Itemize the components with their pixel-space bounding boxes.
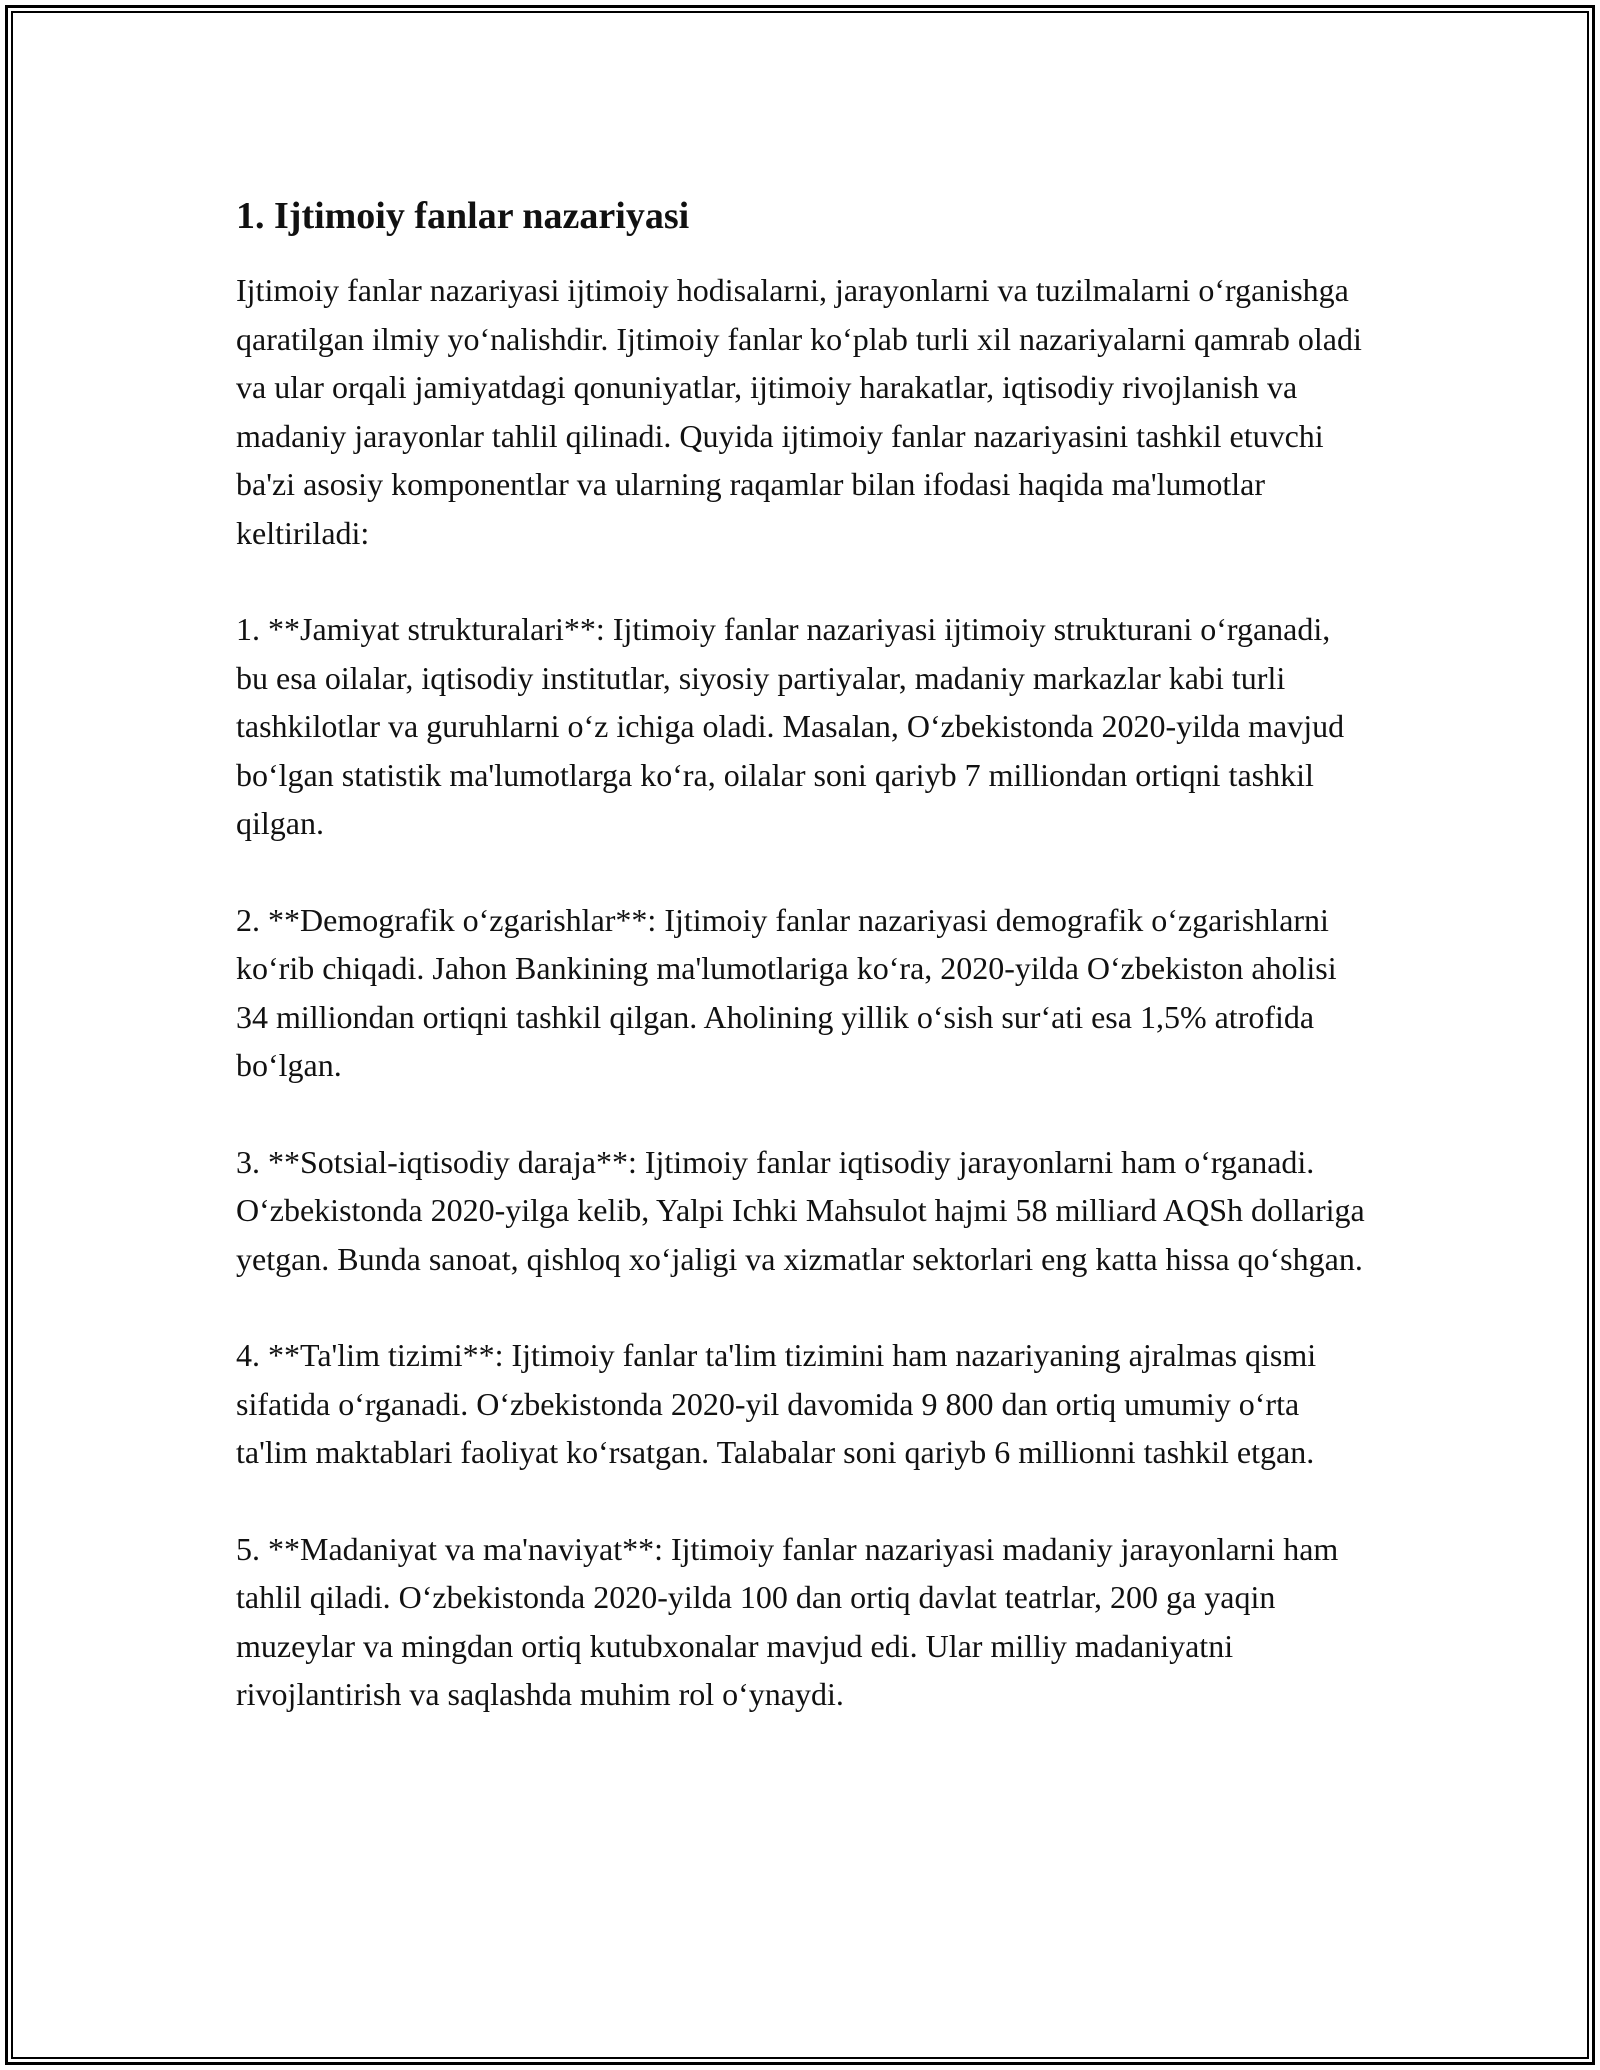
intro-paragraph: Ijtimoiy fanlar nazariyasi ijtimoiy hodisalarni, jarayonlarni va tuzilmalarni o‘rganishga qaratilgan ilmiy yo‘nalishdir. Ijtimoiy fanlar ko‘plab turli xil nazariyalarni qamrab oladi va ular orqali jamiyatdagi qonuniyatlar, ijtimoiy harakatlar, iqtisodiy rivojlanish va madaniy jarayonlar tahlil qilinadi. Quyida ijtimoiy fanlar nazariyasini tashkil etuvchi ba'zi asosiy komponentlar va ularning raqamlar bilan ifodasi haqida ma'lumotlar keltiriladi: (236, 272, 1362, 551)
paragraph-education-system: 4. **Ta'lim tizimi**: Ijtimoiy fanlar ta'lim tizimini ham nazariyaning ajralmas qismi sifatida o‘rganadi. O‘zbekistonda 2020-yil davomida 9 800 dan ortiq umumiy o‘rta ta'lim maktablari faoliyat ko‘rsatgan. Talabalar soni qariyb 6 millionni tashkil etgan. (236, 1337, 1317, 1470)
paragraph-socioeconomic-level: 3. **Sotsial-iqtisodiy daraja**: Ijtimoiy fanlar iqtisodiy jarayonlarni ham o‘rganadi. O‘zbekistonda 2020-yilga kelib, Yalpi Ichki Mahsulot hajmi 58 milliard AQSh dollariga yetgan. Bunda sanoat, qishloq xo‘jaligi va xizmatlar sektorlari eng katta hissa qo‘shgan. (236, 1143, 1365, 1277)
paragraph-demographic-changes: 2. **Demografik o‘zgarishlar**: Ijtimoiy fanlar nazariyasi demografik o‘zgarishlarni ko‘rib chiqadi. Jahon Bankining ma'lumotlariga ko‘ra, 2020-yilda O‘zbekiston aholisi 34 milliondan ortiqni tashkil qilgan. Aholining yillik o‘sish sur‘ati esa 1,5% atrofida bo‘lgan. (236, 901, 1337, 1083)
section-heading: 1. Ijtimoiy fanlar nazariyasi (236, 195, 690, 237)
paragraph-society-structures: 1. **Jamiyat strukturalari**: Ijtimoiy fanlar nazariyasi ijtimoiy strukturani o‘rganadi, bu esa oilalar, iqtisodiy institutlar, siyosiy partiyalar, madaniy markazlar kabi turli tashkilotlar va guruhlarni o‘z ichiga oladi. Masalan, O‘zbekistonda 2020-yilda mavjud bo‘lgan statistik ma'lumotlarga ko‘ra, oilalar soni qariyb 7 milliondan ortiqni tashkil qilgan. (236, 611, 1345, 841)
paragraph-culture-spirituality: 5. **Madaniyat va ma'naviyat**: Ijtimoiy fanlar nazariyasi madaniy jarayonlarni ham tahlil qiladi. O‘zbekistonda 2020-yilda 100 dan ortiq davlat teatrlar, 200 ga yaqin muzeylar va mingdan ortiq kutubxonalar mavjud edi. Ular milliy madaniyatni rivojlantirish va saqlashda muhim rol o‘ynaydi. (236, 1530, 1339, 1712)
document-body (236, 190, 1366, 1767)
